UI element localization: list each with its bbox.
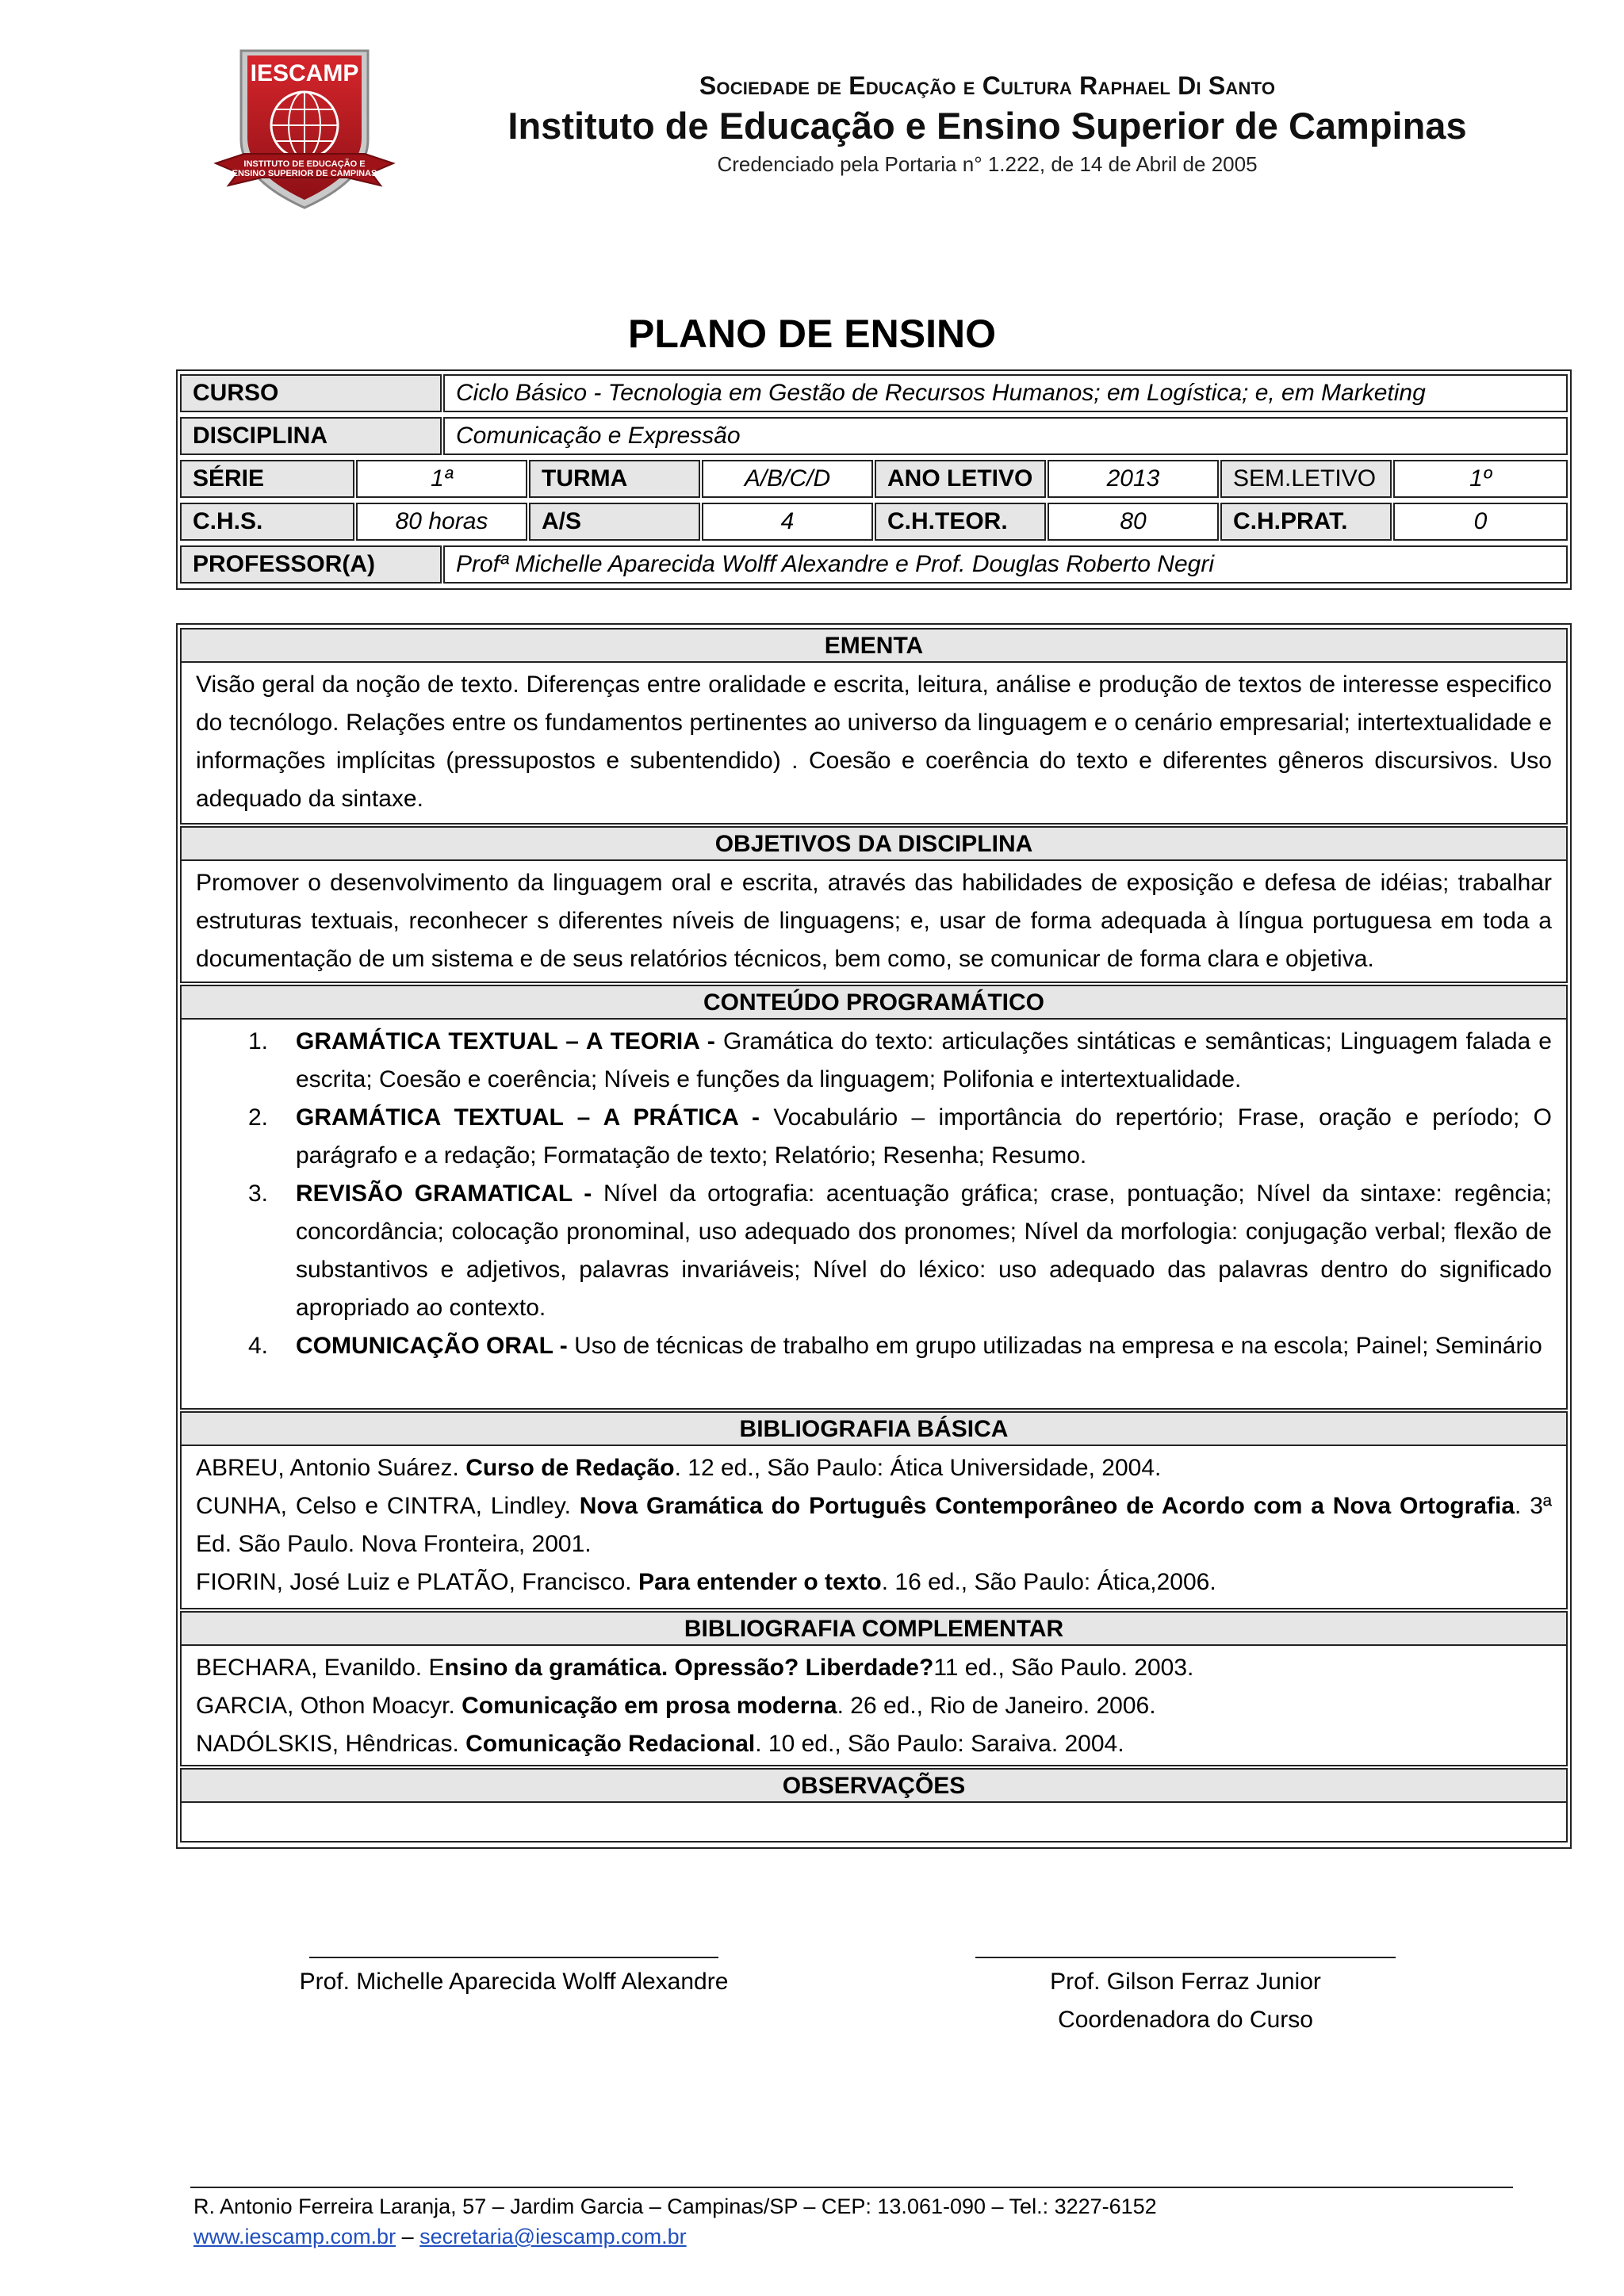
item-text: Vocabulário – importância do repertório; Frase, oração e período; O parágrafo e a redação; Formatação de texto; Relatório; Resenha; Resumo. bbox=[296, 1104, 1552, 1169]
observacoes-heading: OBSERVAÇÕES bbox=[180, 1768, 1568, 1803]
ano-letivo-label: ANO LETIVO bbox=[875, 460, 1046, 498]
signature-left-name: Prof. Michelle Aparecida Wolff Alexandre bbox=[299, 1969, 729, 1995]
disciplina-value: Comunicação e Expressão bbox=[443, 417, 1568, 455]
row-professor bbox=[180, 545, 1568, 584]
item-title: COMUNICAÇÃO ORAL - bbox=[296, 1333, 568, 1359]
iescamp-logo bbox=[213, 46, 396, 212]
svg-text:ENSINO SUPERIOR DE CAMPINAS: ENSINO SUPERIOR DE CAMPINAS bbox=[232, 169, 377, 178]
email-link[interactable]: secretaria@iescamp.com.br bbox=[419, 2225, 687, 2248]
bib-entry: NADÓLSKIS, Hêndricas. Comunicação Redacional. 10 ed., São Paulo: Saraiva. 2004. bbox=[196, 1731, 1124, 1757]
conteudo-item bbox=[196, 1175, 1552, 1327]
footer-separator: – bbox=[396, 2225, 420, 2248]
bib-entry: BECHARA, Evanildo. Ensino da gramática. Opressão? Liberdade?11 ed., São Paulo. 2003. bbox=[196, 1655, 1194, 1681]
institution-header bbox=[444, 71, 1530, 177]
curso-value: Ciclo Básico - Tecnologia em Gestão de Recursos Humanos; em Logística; e, em Marketing bbox=[443, 374, 1568, 412]
item-number: 4. bbox=[248, 1333, 269, 1359]
row-carga-horaria bbox=[180, 503, 1568, 541]
observacoes-body bbox=[180, 1803, 1568, 1843]
serie-value: 1ª bbox=[356, 460, 527, 498]
objetivos-body bbox=[180, 861, 1568, 983]
ch-prat-value: 0 bbox=[1393, 503, 1568, 541]
bib-entry: ABREU, Antonio Suárez. Curso de Redação. 12 ed., São Paulo: Ática Universidade, 2004. bbox=[196, 1455, 1162, 1481]
logo-wordmark: IESCAMP bbox=[250, 60, 359, 86]
bib-complementar-body bbox=[180, 1646, 1568, 1766]
ementa-text: Visão geral da noção de texto. Diferenças entre oralidade e escrita, leitura, análise e produção de textos de interesse especifico do tecnólogo. Relações entre os fundamentos pertinentes ao universo da linguagem e o cenário empresarial; intertextualidade e informações implícitas (pressupostos e subentendido) . Coesão e coerência do texto e diferentes gêneros discursivos. Uso adequado da sintaxe. bbox=[196, 672, 1552, 812]
ch-teor-value: 80 bbox=[1048, 503, 1219, 541]
signature-line-right bbox=[975, 1957, 1396, 1958]
row-serie bbox=[180, 460, 1568, 498]
sem-letivo-value: 1º bbox=[1393, 460, 1568, 498]
teaching-plan-content bbox=[176, 623, 1572, 1849]
professor-value: Profª Michelle Aparecida Wolff Alexandre e Prof. Douglas Roberto Negri bbox=[443, 545, 1568, 584]
serie-label: SÉRIE bbox=[180, 460, 354, 498]
item-title: GRAMÁTICA TEXTUAL – A TEORIA - bbox=[296, 1028, 715, 1054]
signature-left bbox=[238, 1963, 790, 2001]
chs-label: C.H.S. bbox=[180, 503, 354, 541]
row-disciplina bbox=[180, 417, 1568, 455]
as-label: A/S bbox=[529, 503, 700, 541]
item-text: Gramática do texto: articulações sintáticas e semânticas; Linguagem falada e escrita; Coesão e coerência; Níveis e funções da linguagem; Polifonia e intertextualidade. bbox=[296, 1028, 1552, 1093]
bib-complementar-heading: BIBLIOGRAFIA COMPLEMENTAR bbox=[180, 1611, 1568, 1646]
item-number: 3. bbox=[248, 1181, 269, 1207]
row-curso bbox=[180, 374, 1568, 412]
bib-entry: CUNHA, Celso e CINTRA, Lindley. Nova Gramática do Português Contemporâneo de Acordo com a Nova Ortografia. 3ª Ed. São Paulo. Nova Fronteira, 2001. bbox=[196, 1493, 1552, 1557]
objetivos-text: Promover o desenvolvimento da linguagem oral e escrita, através das habilidades de exposição e defesa de idéias; trabalhar estruturas textuais, reconhecer s diferentes níveis de linguagens; e, usar de forma adequada à língua portuguesa em toda a documentação de um sistema e de seus relatórios técnicos, bem como, se comunicar de forma clara e objetiva. bbox=[196, 870, 1552, 972]
ch-teor-label: C.H.TEOR. bbox=[875, 503, 1046, 541]
conteudo-item bbox=[196, 1023, 1552, 1099]
bib-basica-body bbox=[180, 1446, 1568, 1609]
footer-links bbox=[193, 2221, 1157, 2252]
item-title: GRAMÁTICA TEXTUAL – A PRÁTICA - bbox=[296, 1104, 760, 1131]
item-title: REVISÃO GRAMATICAL - bbox=[296, 1181, 592, 1207]
footer bbox=[193, 2191, 1157, 2252]
credential-line: Credenciado pela Portaria n° 1.222, de 14 de Abril de 2005 bbox=[717, 152, 1258, 176]
item-number: 1. bbox=[248, 1028, 269, 1054]
disciplina-label: DISCIPLINA bbox=[180, 417, 442, 455]
ch-prat-label: C.H.PRAT. bbox=[1220, 503, 1392, 541]
ementa-heading: EMENTA bbox=[180, 628, 1568, 663]
bib-basica-heading: BIBLIOGRAFIA BÁSICA bbox=[180, 1411, 1568, 1446]
turma-label: TURMA bbox=[529, 460, 700, 498]
signature-right-name: Prof. Gilson Ferraz Junior bbox=[1050, 1969, 1321, 1995]
item-text: Uso de técnicas de trabalho em grupo utilizadas na empresa e na escola; Painel; Seminário bbox=[567, 1333, 1542, 1359]
footer-address: R. Antonio Ferreira Laranja, 57 – Jardim Garcia – Campinas/SP – CEP: 13.061-090 – Tel.: 3227-6152 bbox=[193, 2195, 1157, 2218]
ementa-body bbox=[180, 663, 1568, 825]
item-number: 2. bbox=[248, 1104, 269, 1131]
signature-right bbox=[912, 1963, 1459, 2039]
conteudo-item bbox=[196, 1327, 1552, 1365]
curso-label: CURSO bbox=[180, 374, 442, 412]
ano-letivo-value: 2013 bbox=[1048, 460, 1219, 498]
footer-rule bbox=[190, 2187, 1513, 2188]
signature-right-role: Coordenadora do Curso bbox=[1058, 2007, 1313, 2033]
sem-letivo-label: SEM.LETIVO bbox=[1220, 460, 1392, 498]
institute-name: Instituto de Educação e Ensino Superior de Campinas bbox=[508, 105, 1467, 147]
conteudo-heading: CONTEÚDO PROGRAMÁTICO bbox=[180, 985, 1568, 1020]
conteudo-list bbox=[196, 1023, 1552, 1365]
conteudo-body bbox=[180, 1020, 1568, 1410]
objetivos-heading: OBJETIVOS DA DISCIPLINA bbox=[180, 826, 1568, 861]
bib-entry: GARCIA, Othon Moacyr. Comunicação em prosa moderna. 26 ed., Rio de Janeiro. 2006. bbox=[196, 1693, 1156, 1719]
svg-text:INSTITUTO DE EDUCAÇÃO E: INSTITUTO DE EDUCAÇÃO E bbox=[243, 159, 366, 169]
chs-value: 80 horas bbox=[356, 503, 527, 541]
professor-label: PROFESSOR(A) bbox=[180, 545, 442, 584]
course-info-table bbox=[176, 369, 1572, 590]
as-value: 4 bbox=[702, 503, 873, 541]
society-name: Sociedade de Educação e Cultura Raphael Di Santo bbox=[699, 71, 1276, 100]
turma-value: A/B/C/D bbox=[702, 460, 873, 498]
bib-entry: FIORIN, José Luiz e PLATÃO, Francisco. Para entender o texto. 16 ed., São Paulo: Ática,2006. bbox=[196, 1569, 1216, 1595]
item-text: Nível da ortografia: acentuação gráfica; crase, pontuação; Nível da sintaxe: regência; concordância; colocação pronominal, uso adequado dos pronomes; Nível da morfologia: conjugação verbal; flexão de substantivos e adjetivos, palavras invariáveis; Nível do léxico: uso adequado das palavras dentro do significado apropriado ao contexto. bbox=[296, 1181, 1552, 1321]
document-title: PLANO DE ENSINO bbox=[628, 312, 996, 356]
conteudo-item bbox=[196, 1099, 1552, 1175]
website-link[interactable]: www.iescamp.com.br bbox=[193, 2225, 396, 2248]
signature-line-left bbox=[309, 1957, 718, 1958]
